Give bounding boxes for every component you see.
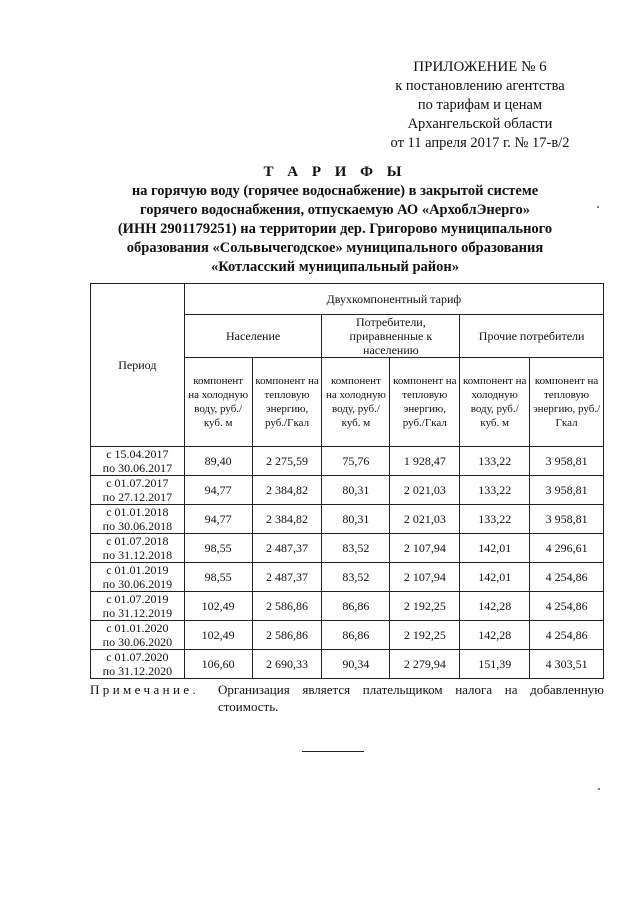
table-row [91,505,604,534]
period-cell [91,592,185,621]
value-cell: 102,49 [184,592,252,621]
separator-line [302,751,364,752]
period-from: с 01.01.2020 [106,621,169,635]
value-cell: 2 487,37 [252,534,322,563]
value-cell: 2 487,37 [252,563,322,592]
period-cell [91,563,185,592]
value-cell: 2 021,03 [390,505,460,534]
period-to: по 31.12.2018 [102,548,173,562]
period-from: с 01.07.2017 [106,476,169,490]
value-cell: 2 192,25 [390,592,460,621]
value-cell: 142,01 [460,534,530,563]
component-heat-header: компонент на тепловую энергию, руб./Гкал [530,358,604,447]
value-cell: 80,31 [322,505,390,534]
value-cell: 3 958,81 [530,476,604,505]
period-from: с 01.07.2019 [106,592,169,606]
value-cell: 94,77 [184,505,252,534]
table-row [91,563,604,592]
group-header-equated-consumers: Потребители, приравненные к населению [322,315,460,358]
value-cell: 4 254,86 [530,592,604,621]
document-title [100,163,570,277]
period-from: с 01.07.2020 [106,650,169,664]
period-header: Период [91,284,185,447]
component-heat-header: компонент на тепловую энергию, руб./Гкал [252,358,322,447]
appendix-line: по тарифам и ценам [417,97,543,113]
value-cell: 2 586,86 [252,592,322,621]
value-cell: 4 296,61 [530,534,604,563]
value-cell: 142,01 [460,563,530,592]
period-to: по 30.06.2020 [102,635,173,649]
value-cell: 2 021,03 [390,476,460,505]
period-from: с 01.01.2019 [106,563,169,577]
main-tariff-header: Двухкомпонентный тариф [184,284,603,315]
value-cell: 2 107,94 [390,563,460,592]
component-cold-header: компонент на холодную воду, руб./куб. м [322,358,390,447]
appendix-date: от 11 апреля 2017 г. № 17-в/2 [390,135,570,151]
value-cell: 3 958,81 [530,447,604,476]
component-cold-header: компонент на холодную воду, руб./куб. м [184,358,252,447]
value-cell: 86,86 [322,592,390,621]
period-to: по 31.12.2020 [102,664,173,678]
period-cell [91,650,185,679]
table-row [91,621,604,650]
scan-speck [597,206,599,208]
period-to: по 30.06.2018 [102,519,173,533]
period-to: по 30.06.2019 [102,577,173,591]
component-heat-header: компонент на тепловую энергию, руб./Гкал [390,358,460,447]
value-cell: 4 303,51 [530,650,604,679]
scan-speck [598,788,600,790]
tariff-table [90,283,604,679]
value-cell: 98,55 [184,534,252,563]
value-cell: 2 384,82 [252,505,322,534]
period-to: по 27.12.2017 [102,490,173,504]
component-cold-header: компонент на холодную воду, руб./куб. м [460,358,530,447]
value-cell: 2 192,25 [390,621,460,650]
appendix-number: ПРИЛОЖЕНИЕ № 6 [413,59,547,75]
table-row [91,476,604,505]
period-to: по 31.12.2019 [102,606,173,620]
value-cell: 2 690,33 [252,650,322,679]
value-cell: 75,76 [322,447,390,476]
value-cell: 142,28 [460,621,530,650]
period-to: по 30.06.2017 [102,461,173,475]
period-cell [91,447,185,476]
value-cell: 4 254,86 [530,563,604,592]
period-cell [91,505,185,534]
value-cell: 2 107,94 [390,534,460,563]
group-header-other-consumers: Прочие потребители [460,315,604,358]
table-row [91,534,604,563]
title-heading: Т А Р И Ф Ы [263,164,407,180]
value-cell: 102,49 [184,621,252,650]
value-cell: 133,22 [460,505,530,534]
value-cell: 3 958,81 [530,505,604,534]
value-cell: 86,86 [322,621,390,650]
note-label: Примечание. [90,682,200,697]
title-line: «Котласский муниципальный район» [210,259,460,275]
value-cell: 94,77 [184,476,252,505]
value-cell: 83,52 [322,534,390,563]
period-cell [91,621,185,650]
value-cell: 80,31 [322,476,390,505]
note-text: Организация является плательщиком налога на добавленную стоимость. [218,682,604,714]
table-row [91,592,604,621]
period-from: с 01.01.2018 [106,505,169,519]
value-cell: 2 384,82 [252,476,322,505]
value-cell: 1 928,47 [390,447,460,476]
period-from: с 01.07.2018 [106,534,169,548]
value-cell: 83,52 [322,563,390,592]
appendix-line: к постановлению агентства [395,78,565,94]
value-cell: 89,40 [184,447,252,476]
period-cell [91,534,185,563]
period-cell [91,476,185,505]
value-cell: 98,55 [184,563,252,592]
value-cell: 142,28 [460,592,530,621]
title-line: горячего водоснабжения, отпускаемую АО «АрхоблЭнерго» [140,202,530,218]
title-line: на горячую воду (горячее водоснабжение) в закрытой системе [131,183,539,199]
period-from: с 15.04.2017 [106,447,169,461]
table-row [91,650,604,679]
value-cell: 106,60 [184,650,252,679]
value-cell: 2 275,59 [252,447,322,476]
value-cell: 2 586,86 [252,621,322,650]
title-line: (ИНН 2901179251) на территории дер. Григорово муниципального [117,221,553,237]
value-cell: 151,39 [460,650,530,679]
title-line: образования «Сольвычегодское» муниципального образования [126,240,544,256]
appendix-line: Архангельской области [407,116,553,132]
value-cell: 133,22 [460,447,530,476]
value-cell: 133,22 [460,476,530,505]
value-cell: 2 279,94 [390,650,460,679]
value-cell: 4 254,86 [530,621,604,650]
table-row [91,447,604,476]
group-header-population: Население [184,315,322,358]
value-cell: 90,34 [322,650,390,679]
appendix-block [360,58,600,153]
